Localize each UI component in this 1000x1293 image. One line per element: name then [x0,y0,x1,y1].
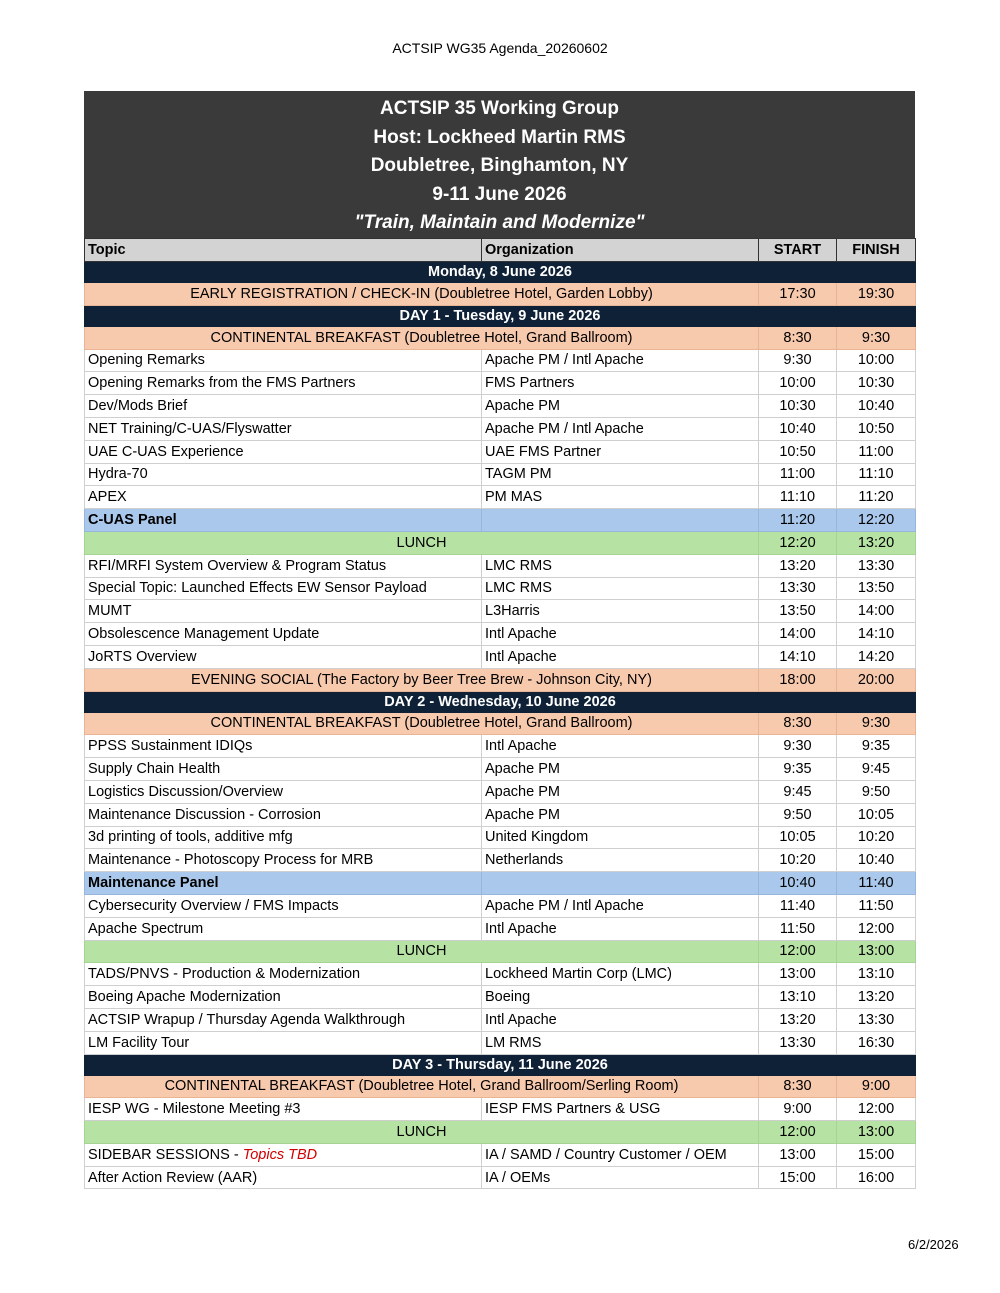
topic-text: Maintenance Panel [88,875,219,892]
organization-cell: Intl Apache [482,645,759,668]
organization-cell: Intl Apache [482,1008,759,1031]
finish-time: 9:45 [837,758,916,781]
start-time: 10:40 [759,872,837,895]
finish-time: 13:10 [837,963,916,986]
start-time: 11:20 [759,509,837,532]
lunch-label: LUNCH [85,1121,759,1144]
agenda-table [84,238,916,1189]
organization-cell: IA / OEMs [482,1166,759,1189]
start-time: 12:20 [759,531,837,554]
start-time: 10:05 [759,826,837,849]
organization-cell: TAGM PM [482,463,759,486]
topic-cell [85,1031,482,1054]
organization-cell: Apache PM / Intl Apache [482,349,759,372]
agenda-item-row [85,803,916,826]
finish-time: 12:00 [837,917,916,940]
topic-cell [85,1143,482,1166]
start-time: 11:10 [759,486,837,509]
topic-text: PPSS Sustainment IDIQs [88,738,253,755]
topic-text: Dev/Mods Brief [88,398,188,415]
start-time: 9:45 [759,780,837,803]
document-title: ACTSIP WG35 Agenda_20260602 [392,40,608,56]
topic-text: MUMT [88,603,132,620]
table-header-row [85,239,916,262]
topic-cell [85,645,482,668]
lunch-label: LUNCH [85,940,759,963]
topic-text: NET Training/C-UAS/Flyswatter [88,420,292,437]
topic-cell [85,803,482,826]
organization-cell: FMS Partners [482,372,759,395]
finish-time: 9:35 [837,735,916,758]
topic-cell [85,894,482,917]
topic-text: Supply Chain Health [88,761,221,778]
topic-text: Apache Spectrum [88,920,204,937]
finish-time: 10:30 [837,372,916,395]
agenda-item-row [85,440,916,463]
start-time: 10:20 [759,849,837,872]
finish-time: 15:00 [837,1143,916,1166]
start-time: 14:00 [759,623,837,646]
start-time: 11:00 [759,463,837,486]
agenda-item-row [85,986,916,1009]
lunch-row [85,1121,916,1144]
organization-cell: Netherlands [482,849,759,872]
agenda-item-row [85,917,916,940]
agenda-item-row [85,600,916,623]
day-header-label: DAY 3 - Thursday, 11 June 2026 [85,1054,916,1075]
topic-text: Maintenance - Photoscopy Process for MRB [88,852,374,869]
topic-cell [85,440,482,463]
topic-cell [85,395,482,418]
organization-cell: Apache PM [482,803,759,826]
start-time: 11:40 [759,894,837,917]
start-time: 10:50 [759,440,837,463]
organization-cell: Intl Apache [482,917,759,940]
topic-text: RFI/MRFI System Overview & Program Status [88,557,387,574]
organization-cell: Apache PM / Intl Apache [482,417,759,440]
finish-time: 11:50 [837,894,916,917]
finish-time: 11:20 [837,486,916,509]
topic-text: After Action Review (AAR) [88,1169,258,1186]
day-header-label: Monday, 8 June 2026 [85,262,916,283]
topic-cell [85,417,482,440]
finish-time: 13:30 [837,554,916,577]
finish-time: 9:00 [837,1075,916,1098]
topic-text: C-UAS Panel [88,512,177,529]
day-header-row [85,262,916,283]
event-row [85,326,916,349]
organization-cell: Apache PM / Intl Apache [482,894,759,917]
column-header-topic: Topic [85,239,482,262]
finish-time: 14:20 [837,645,916,668]
finish-time: 13:00 [837,1121,916,1144]
organization-cell: Apache PM [482,758,759,781]
finish-time: 20:00 [837,668,916,691]
organization-cell: Apache PM [482,395,759,418]
topic-note: Topics TBD [242,1146,318,1163]
topic-cell [85,849,482,872]
banner-host: Host: Lockheed Martin RMS [373,126,626,148]
topic-cell [85,623,482,646]
organization-cell: PM MAS [482,486,759,509]
day-header-label: DAY 1 - Tuesday, 9 June 2026 [85,305,916,326]
topic-cell [85,577,482,600]
agenda-item-row [85,645,916,668]
finish-time: 10:05 [837,803,916,826]
start-time: 13:20 [759,554,837,577]
event-label: CONTINENTAL BREAKFAST (Doubletree Hotel, Grand Ballroom) [85,712,759,735]
agenda-item-row [85,463,916,486]
start-time: 10:30 [759,395,837,418]
agenda-item-row [85,1031,916,1054]
topic-text: Boeing Apache Modernization [88,989,281,1005]
column-header-organization: Organization [482,239,759,262]
start-time: 12:00 [759,940,837,963]
topic-cell [85,986,482,1009]
start-time: 9:30 [759,735,837,758]
topic-cell [85,963,482,986]
lunch-label: LUNCH [85,531,759,554]
agenda-item-row [85,349,916,372]
event-label: EVENING SOCIAL (The Factory by Beer Tree Brew - Johnson City, NY) [85,668,759,691]
topic-text: Obsolescence Management Update [88,626,320,643]
agenda-item-row [85,826,916,849]
start-time: 8:30 [759,712,837,735]
finish-time: 16:30 [837,1031,916,1054]
finish-time: 14:00 [837,600,916,623]
organization-cell: Apache PM [482,780,759,803]
topic-cell [85,463,482,486]
finish-time: 14:10 [837,623,916,646]
topic-text: Special Topic: Launched Effects EW Sensor Payload [88,580,427,597]
agenda-item-row [85,963,916,986]
finish-time: 13:50 [837,577,916,600]
start-time: 10:00 [759,372,837,395]
finish-time: 10:40 [837,395,916,418]
topic-text: UAE C-UAS Experience [88,443,244,460]
finish-time: 16:00 [837,1166,916,1189]
topic-cell [85,1166,482,1189]
start-time: 13:10 [759,986,837,1009]
event-row [85,1075,916,1098]
finish-time: 9:30 [837,712,916,735]
footer-date: 6/2/2026 [908,1237,959,1252]
event-row [85,712,916,735]
topic-cell [85,1098,482,1121]
day-header-label: DAY 2 - Wednesday, 10 June 2026 [85,691,916,712]
start-time: 8:30 [759,1075,837,1098]
start-time: 12:00 [759,1121,837,1144]
topic-cell [85,349,482,372]
organization-cell: IESP FMS Partners & USG [482,1098,759,1121]
organization-cell: LMC RMS [482,554,759,577]
panel-row [85,872,916,895]
topic-text: ACTSIP Wrapup / Thursday Agenda Walkthrough [88,1011,406,1028]
topic-text: Opening Remarks from the FMS Partners [88,375,356,392]
topic-text: Logistics Discussion/Overview [88,783,284,800]
organization-cell: LM RMS [482,1031,759,1054]
column-header-start: START [759,239,837,262]
organization-cell [482,509,759,532]
agenda-item-row [85,554,916,577]
start-time: 9:30 [759,349,837,372]
topic-text: JoRTS Overview [88,648,197,665]
topic-text: Cybersecurity Overview / FMS Impacts [88,897,339,914]
start-time: 15:00 [759,1166,837,1189]
agenda-item-row [85,486,916,509]
lunch-row [85,940,916,963]
topic-text: Opening Remarks [88,352,205,369]
agenda-item-row [85,395,916,418]
finish-time: 13:20 [837,986,916,1009]
agenda-item-row [85,1098,916,1121]
agenda-item-row [85,1143,916,1166]
start-time: 13:50 [759,600,837,623]
topic-text: Maintenance Discussion - Corrosion [88,806,321,823]
topic-cell [85,1008,482,1031]
topic-text: IESP WG - Milestone Meeting #3 [88,1101,301,1118]
agenda-sheet [84,91,915,1189]
start-time: 9:50 [759,803,837,826]
organization-cell [482,872,759,895]
topic-text: 3d printing of tools, additive mfg [88,829,293,846]
start-time: 13:30 [759,577,837,600]
agenda-item-row [85,1166,916,1189]
panel-row [85,509,916,532]
topic-text: TADS/PNVS - Production & Modernization [88,966,361,983]
organization-cell: LMC RMS [482,577,759,600]
banner-dates: 9-11 June 2026 [432,183,567,205]
start-time: 13:20 [759,1008,837,1031]
finish-time: 10:20 [837,826,916,849]
banner-motto: "Train, Maintain and Modernize" [354,212,645,234]
start-time: 10:40 [759,417,837,440]
finish-time: 9:30 [837,326,916,349]
lunch-row [85,531,916,554]
organization-cell: L3Harris [482,600,759,623]
start-time: 13:30 [759,1031,837,1054]
topic-cell [85,758,482,781]
event-label: CONTINENTAL BREAKFAST (Doubletree Hotel, Grand Ballroom) [85,326,759,349]
topic-cell [85,780,482,803]
day-header-row [85,691,916,712]
agenda-item-row [85,780,916,803]
agenda-item-row [85,577,916,600]
start-time: 11:50 [759,917,837,940]
topic-cell [85,372,482,395]
finish-time: 11:00 [837,440,916,463]
organization-cell: Intl Apache [482,623,759,646]
event-row [85,283,916,306]
organization-cell: United Kingdom [482,826,759,849]
topic-cell [85,509,482,532]
finish-time: 13:20 [837,531,916,554]
start-time: 13:00 [759,963,837,986]
start-time: 18:00 [759,668,837,691]
finish-time: 19:30 [837,283,916,306]
finish-time: 12:20 [837,509,916,532]
start-time: 13:00 [759,1143,837,1166]
topic-cell [85,735,482,758]
event-label: EARLY REGISTRATION / CHECK-IN (Doubletree Hotel, Garden Lobby) [85,283,759,306]
finish-time: 11:10 [837,463,916,486]
topic-cell [85,917,482,940]
topic-cell [85,872,482,895]
agenda-item-row [85,735,916,758]
start-time: 9:00 [759,1098,837,1121]
start-time: 9:35 [759,758,837,781]
topic-text: LM Facility Tour [88,1034,190,1051]
agenda-item-row [85,849,916,872]
topic-cell [85,486,482,509]
organization-cell: Lockheed Martin Corp (LMC) [482,963,759,986]
finish-time: 10:00 [837,349,916,372]
banner-title: ACTSIP 35 Working Group [380,98,619,119]
finish-time: 12:00 [837,1098,916,1121]
topic-cell [85,600,482,623]
banner-venue: Doubletree, Binghamton, NY [370,155,629,177]
day-header-row [85,1054,916,1075]
topic-text: SIDEBAR SESSIONS - [88,1146,243,1163]
topic-text: APEX [88,489,127,506]
agenda-banner [84,91,915,238]
start-time: 17:30 [759,283,837,306]
topic-cell [85,554,482,577]
agenda-item-row [85,623,916,646]
start-time: 14:10 [759,645,837,668]
topic-text: Hydra-70 [88,466,148,483]
finish-time: 13:30 [837,1008,916,1031]
column-header-finish: FINISH [837,239,916,262]
event-row [85,668,916,691]
organization-cell: Intl Apache [482,735,759,758]
finish-time: 13:00 [837,940,916,963]
finish-time: 10:40 [837,849,916,872]
organization-cell: UAE FMS Partner [482,440,759,463]
day-header-row [85,305,916,326]
finish-time: 9:50 [837,780,916,803]
finish-time: 11:40 [837,872,916,895]
finish-time: 10:50 [837,417,916,440]
event-label: CONTINENTAL BREAKFAST (Doubletree Hotel, Grand Ballroom/Serling Room) [85,1075,759,1098]
topic-cell [85,826,482,849]
agenda-item-row [85,372,916,395]
organization-cell: IA / SAMD / Country Customer / OEM [482,1143,759,1166]
start-time: 8:30 [759,326,837,349]
agenda-item-row [85,417,916,440]
organization-cell: Boeing [482,986,759,1009]
agenda-item-row [85,758,916,781]
agenda-item-row [85,1008,916,1031]
agenda-item-row [85,894,916,917]
